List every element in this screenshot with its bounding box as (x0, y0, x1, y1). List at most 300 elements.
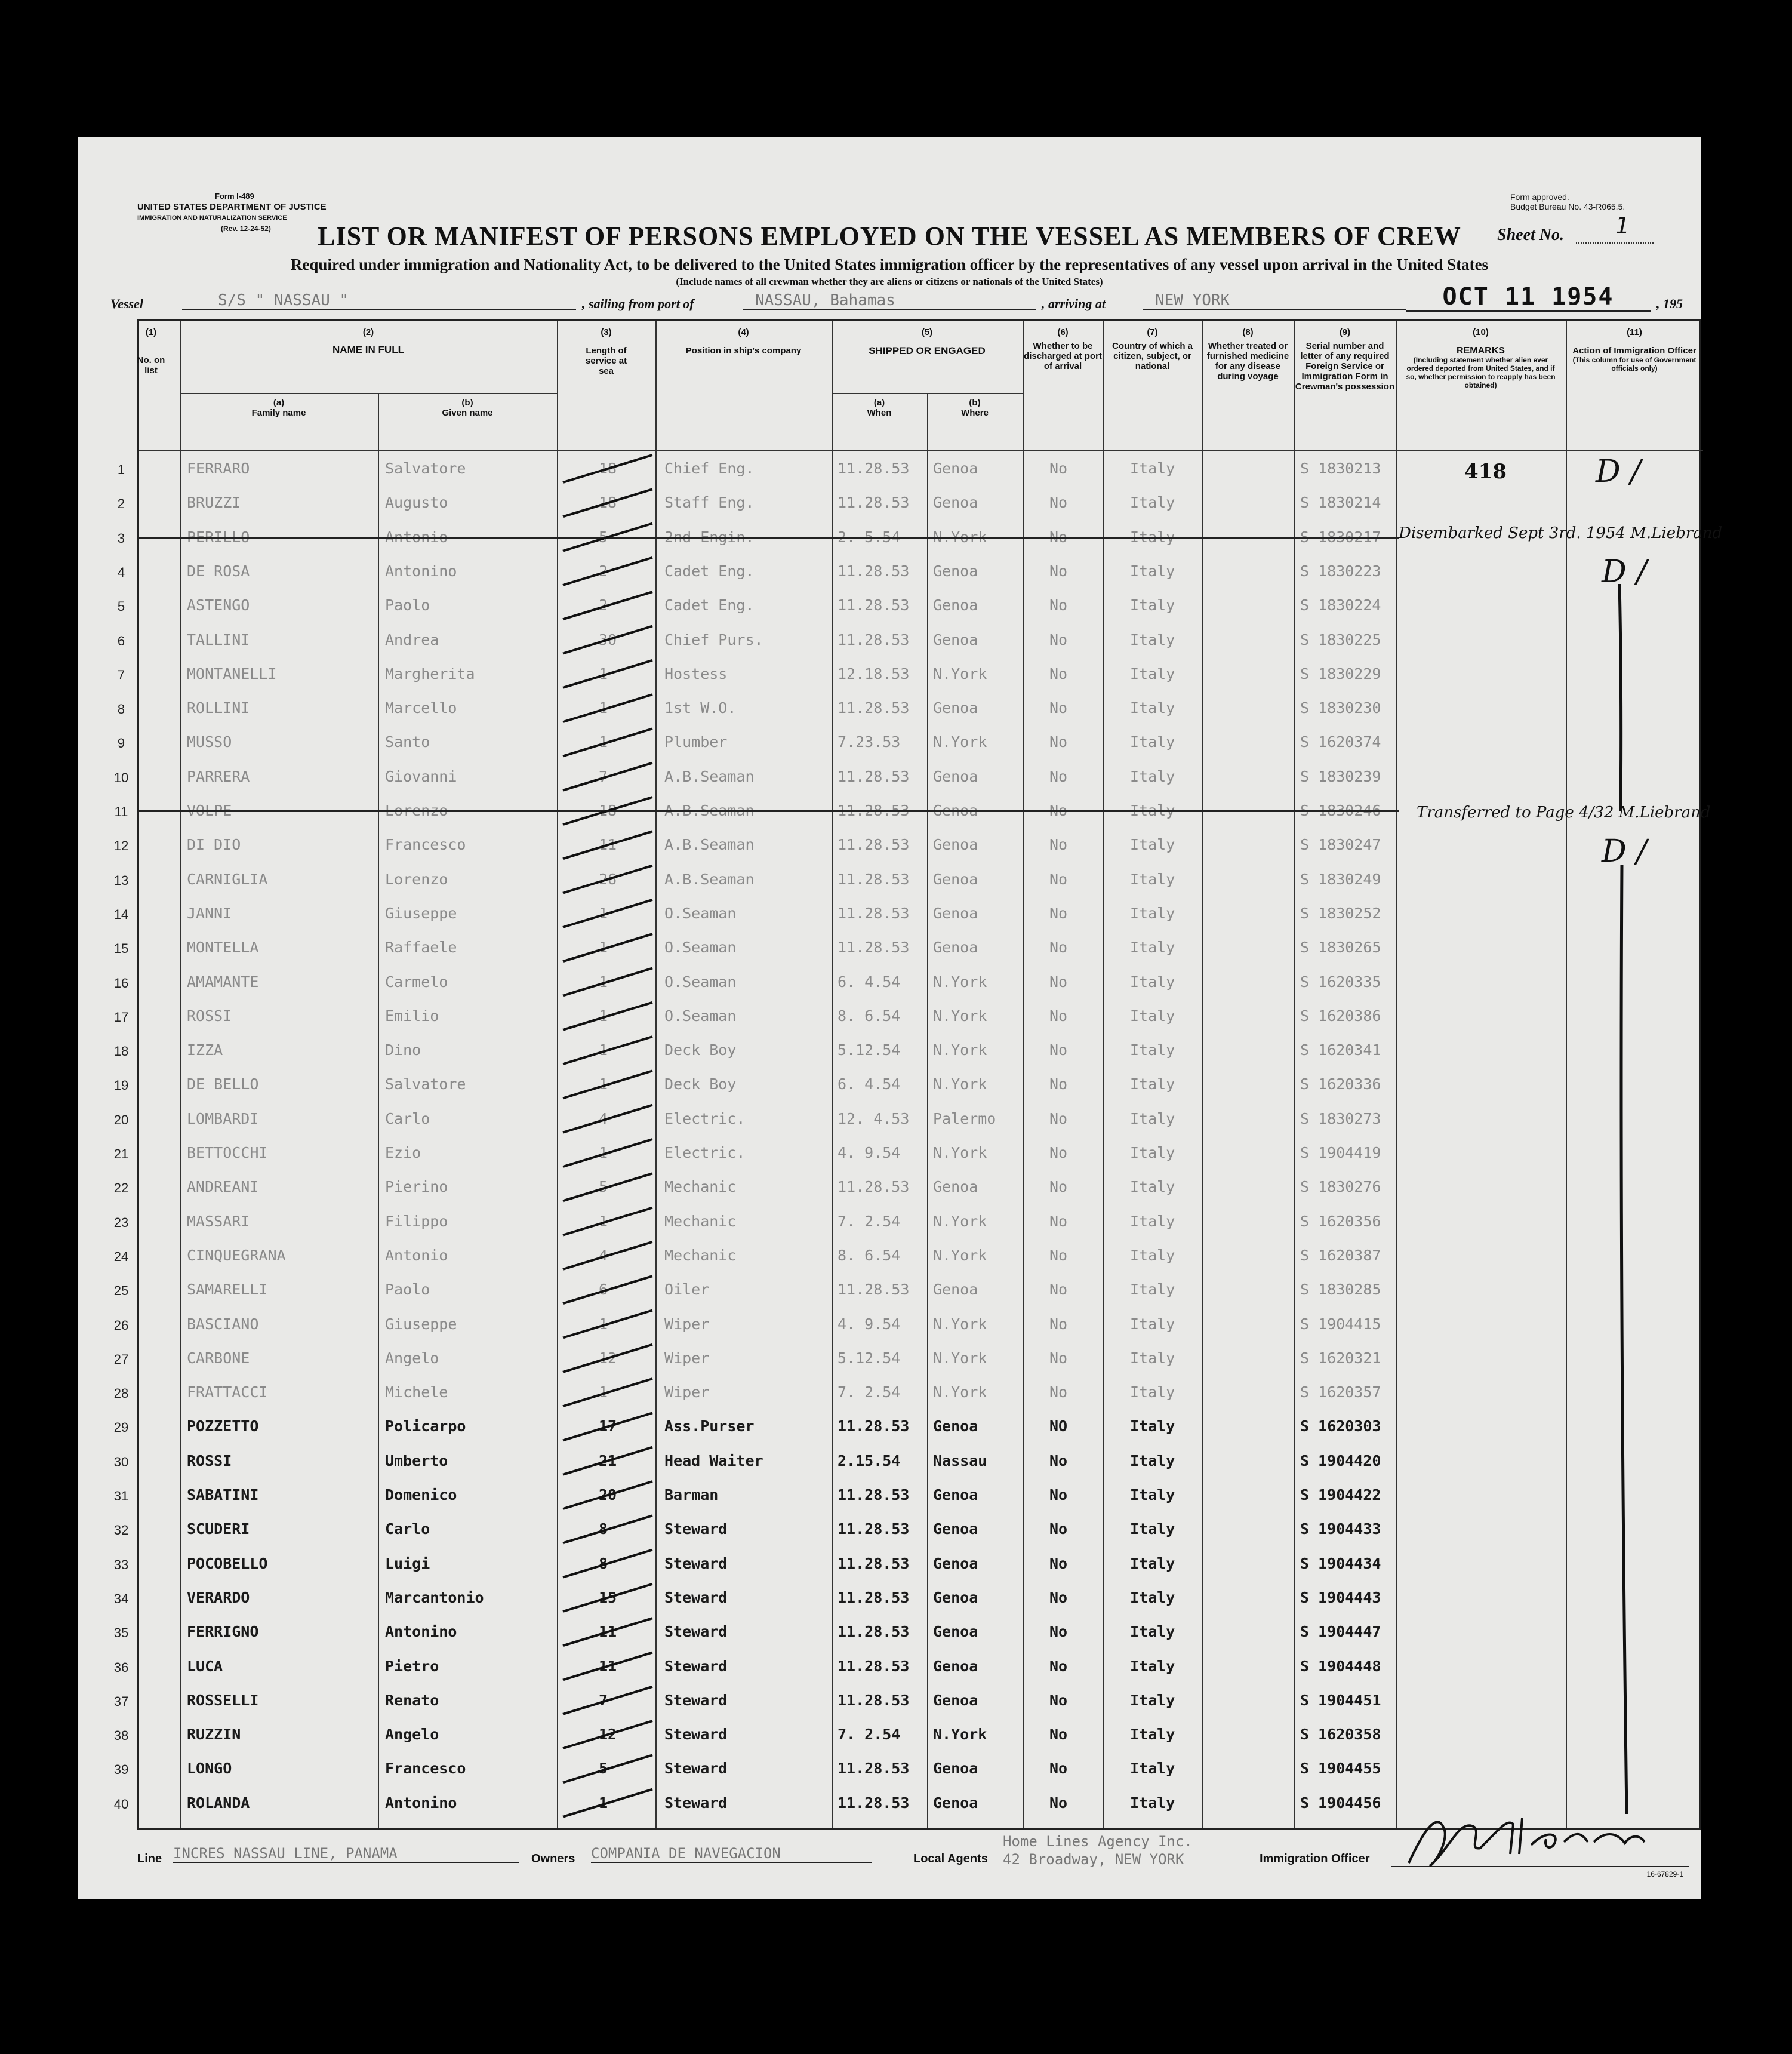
length-of-service: 7 (599, 1691, 608, 1709)
col2a-number: (a) (273, 398, 285, 408)
shipped-where: Genoa (933, 1417, 978, 1435)
position: Mechanic (664, 1246, 737, 1264)
given-name: Lorenzo (385, 802, 448, 819)
table-row (113, 1583, 1703, 1617)
shipped-where: N.York (933, 1212, 987, 1230)
slash-mark (563, 763, 652, 791)
col5b-label: Where (961, 408, 989, 418)
position: 2nd Engin. (664, 528, 755, 546)
col11-label: Action of Immigration Officer (1572, 346, 1696, 356)
length-of-service: 5 (599, 528, 608, 546)
shipped-when: 11.28.53 (838, 1417, 910, 1435)
family-name: POZZETTO (187, 1417, 259, 1435)
given-name: Francesco (385, 836, 466, 854)
length-of-service: 18 (599, 494, 617, 512)
table-row (113, 899, 1703, 933)
given-name: Augusto (385, 494, 448, 512)
length-of-service: 1 (599, 939, 608, 957)
table-row (117, 693, 1703, 727)
shipped-when: 2.15.54 (838, 1452, 901, 1469)
row-number: 23 (113, 1214, 129, 1230)
slash-mark (563, 1276, 652, 1303)
col11-header (1566, 327, 1703, 373)
ditto-stroke (1614, 572, 1649, 1766)
serial-number: S 1620341 (1300, 1041, 1381, 1059)
col2-label: NAME IN FULL (332, 344, 404, 355)
col7-number: (7) (1147, 327, 1158, 337)
slash-mark (563, 1208, 652, 1235)
table-row (113, 1275, 1703, 1309)
table-row (113, 1069, 1703, 1103)
shipped-where: Genoa (933, 1178, 978, 1196)
table-row (117, 591, 1703, 625)
slash-mark (563, 1037, 652, 1064)
slash-mark (563, 797, 652, 825)
row-number: 20 (113, 1112, 129, 1127)
length-of-service: 1 (599, 733, 608, 751)
slash-mark (563, 1481, 652, 1509)
given-name: Marcantonio (385, 1588, 484, 1606)
slash-mark (563, 1105, 652, 1133)
form-approved: Form approved. (1510, 192, 1569, 202)
form-number: Form I-489 (215, 192, 254, 201)
slash-mark (563, 1789, 652, 1817)
length-of-service: 26 (599, 870, 617, 888)
country: Italy (1130, 1623, 1175, 1641)
col3-header (557, 327, 655, 376)
arrival-date-stamp: OCT 11 1954 (1406, 283, 1651, 312)
serial-number: S 1904415 (1300, 1315, 1381, 1333)
serial-number: S 1620356 (1300, 1212, 1381, 1230)
col8-number: (8) (1242, 327, 1254, 337)
family-name: DI DIO (187, 836, 241, 854)
shipped-where: N.York (933, 1144, 987, 1161)
discharge-flag: No (1049, 1178, 1068, 1196)
family-name: DE ROSA (187, 562, 250, 580)
length-of-service: 1 (599, 904, 608, 922)
slash-mark (563, 1413, 652, 1440)
country: Italy (1130, 494, 1175, 512)
position: O.Seaman (664, 904, 737, 922)
slash-mark (563, 455, 652, 482)
serial-number: S 1830217 (1300, 528, 1381, 546)
row-number: 36 (113, 1659, 129, 1675)
position: Steward (664, 1691, 728, 1709)
length-of-service: 8 (599, 1520, 608, 1538)
col7-label: Country of which a citizen, subject, or national (1112, 341, 1193, 371)
serial-number: S 1830230 (1300, 699, 1381, 717)
discharge-flag: No (1049, 1007, 1068, 1025)
family-name: PARRERA (187, 767, 250, 785)
shipped-when: 4. 9.54 (838, 1315, 901, 1333)
discharge-flag: No (1049, 1315, 1068, 1333)
shipped-where: Genoa (933, 836, 978, 854)
family-name: SCUDERI (187, 1520, 250, 1538)
given-name: Filippo (385, 1212, 448, 1230)
row-number: 17 (113, 1009, 129, 1025)
family-name: FRATTACCI (187, 1383, 268, 1401)
length-of-service: 7 (599, 767, 608, 785)
length-of-service: 11 (599, 836, 617, 854)
given-name: Antonino (385, 1794, 457, 1812)
vessel-name: S/S " NASSAU " (182, 291, 576, 310)
given-name: Domenico (385, 1486, 457, 1503)
family-name: MONTANELLI (187, 665, 277, 682)
discharge-flag: No (1049, 1144, 1068, 1161)
row-number: 16 (113, 975, 129, 991)
col9-number: (9) (1339, 327, 1351, 337)
family-name: PERILLO (187, 528, 250, 546)
table-row (113, 967, 1703, 1001)
position: Chief Purs. (664, 631, 763, 648)
serial-number: S 1830239 (1300, 767, 1381, 785)
discharge-flag: No (1049, 802, 1068, 819)
shipped-when: 11.28.53 (838, 904, 910, 922)
length-of-service: 17 (599, 1417, 617, 1435)
shipped-where: Genoa (933, 767, 978, 785)
length-of-service: 20 (599, 1486, 617, 1503)
position: Cadet Eng. (664, 562, 755, 580)
slash-mark (563, 831, 652, 859)
serial-number: S 1904447 (1300, 1623, 1381, 1641)
remark-row1: 418 (1464, 460, 1507, 484)
shipped-where: N.York (933, 1075, 987, 1093)
position: Staff Eng. (664, 494, 755, 512)
col5-header (832, 327, 1023, 356)
length-of-service: 1 (599, 699, 608, 717)
discharge-flag: No (1049, 1760, 1068, 1778)
table-row (113, 1309, 1703, 1343)
slash-mark (563, 1550, 652, 1578)
vessel-line (110, 283, 1686, 315)
discharge-flag: No (1049, 973, 1068, 991)
country: Italy (1130, 1178, 1175, 1196)
col10-label: REMARKS (1457, 346, 1505, 356)
shipped-where: Genoa (933, 1657, 978, 1675)
table-row (113, 1104, 1703, 1138)
position: Electric. (664, 1144, 746, 1161)
given-name: Andrea (385, 631, 439, 648)
country: Italy (1130, 596, 1175, 614)
shipped-when: 5.12.54 (838, 1041, 901, 1059)
shipped-when: 11.28.53 (838, 1760, 910, 1778)
immigration-officer-label: Immigration Officer (1260, 1852, 1370, 1865)
table-row (117, 625, 1703, 659)
col6-label: Whether to be discharged at port of arrival (1024, 341, 1102, 371)
discharge-flag: No (1049, 1554, 1068, 1572)
slash-mark (563, 1345, 652, 1372)
row-number: 35 (113, 1625, 129, 1641)
sheet-number: 1 (1615, 213, 1630, 239)
table-row (113, 1343, 1703, 1377)
serial-number: S 1904419 (1300, 1144, 1381, 1161)
position: Head Waiter (664, 1452, 763, 1469)
given-name: Santo (385, 733, 430, 751)
length-of-service: 15 (599, 1588, 617, 1606)
discharge-flag: No (1049, 1691, 1068, 1709)
row-number: 28 (113, 1386, 129, 1401)
country: Italy (1130, 1041, 1175, 1059)
shipped-where: Genoa (933, 1794, 978, 1812)
position: Steward (664, 1623, 728, 1641)
col2b-header (378, 398, 557, 418)
family-name: ROSSI (187, 1007, 232, 1025)
row-number: 27 (113, 1351, 129, 1367)
length-of-service: 30 (599, 631, 617, 648)
family-name: AMAMANTE (187, 973, 259, 991)
shipped-where: N.York (933, 1041, 987, 1059)
country: Italy (1130, 1760, 1175, 1778)
table-row (113, 1377, 1703, 1412)
length-of-service: 1 (599, 1315, 608, 1333)
col9-header (1294, 327, 1396, 392)
col1-header (121, 327, 181, 376)
slash-mark (563, 866, 652, 893)
position: A.B.Seaman (664, 767, 755, 785)
discharge-flag: No (1049, 1383, 1068, 1401)
shipped-where: N.York (933, 1246, 987, 1264)
shipped-when: 5.12.54 (838, 1349, 901, 1367)
serial-number: S 1620303 (1300, 1417, 1381, 1435)
requirement-text: Required under immigration and Nationality Act, to be delivered to the United States immigration officer by the representatives of any vessel upon arrival in the United States (290, 256, 1489, 273)
row-number: 4 (117, 564, 125, 580)
col5a-number: (a) (873, 398, 885, 408)
shipped-when: 11.28.53 (838, 1794, 910, 1812)
shipped-when: 7. 2.54 (838, 1726, 901, 1744)
shipped-when: 7. 2.54 (838, 1383, 901, 1401)
length-of-service: 1 (599, 1144, 608, 1161)
country: Italy (1130, 1007, 1175, 1025)
slash-mark (563, 900, 652, 927)
length-of-service: 2 (599, 562, 608, 580)
family-name: IZZA (187, 1041, 223, 1059)
length-of-service: 1 (599, 1075, 608, 1093)
discharge-flag: No (1049, 733, 1068, 751)
country: Italy (1130, 699, 1175, 717)
row-strikethrough (139, 537, 1399, 539)
position: Steward (664, 1726, 728, 1744)
department: UNITED STATES DEPARTMENT OF JUSTICE (137, 202, 327, 212)
given-name: Antonino (385, 562, 457, 580)
shipped-where: Genoa (933, 1486, 978, 1503)
table-row (113, 1207, 1703, 1241)
owners-value: COMPANIA DE NAVEGACION (591, 1845, 872, 1863)
row-number: 38 (113, 1728, 129, 1744)
discharge-flag: No (1049, 528, 1068, 546)
given-name: Antonio (385, 528, 448, 546)
shipped-when: 6. 4.54 (838, 973, 901, 991)
row-number: 10 (113, 770, 129, 785)
family-name: SABATINI (187, 1486, 259, 1503)
row-number: 7 (117, 667, 125, 682)
country: Italy (1130, 1794, 1175, 1812)
serial-number: S 1620374 (1300, 733, 1381, 751)
revision: (Rev. 12-24-52) (221, 225, 271, 233)
crew-table (113, 319, 1723, 1830)
family-name: ROLLINI (187, 699, 250, 717)
col5b-number: (b) (969, 398, 981, 408)
officer-signature (1403, 1806, 1654, 1878)
shipped-when: 11.28.53 (838, 631, 910, 648)
shipped-where: N.York (933, 1726, 987, 1744)
table-row (113, 1549, 1703, 1583)
service-name: IMMIGRATION AND NATURALIZATION SERVICE (137, 214, 287, 222)
shipped-where: N.York (933, 1383, 987, 1401)
shipped-where: Genoa (933, 596, 978, 614)
serial-number: S 1830247 (1300, 836, 1381, 854)
country: Italy (1130, 631, 1175, 648)
country: Italy (1130, 1212, 1175, 1230)
given-name: Giuseppe (385, 1315, 457, 1333)
family-name: BRUZZI (187, 494, 241, 512)
discharge-flag: No (1049, 1486, 1068, 1503)
col2a-header (180, 398, 378, 418)
length-of-service: 1 (599, 665, 608, 682)
table-row (113, 1754, 1703, 1788)
serial-number: S 1620357 (1300, 1383, 1381, 1401)
year-suffix: , 195 (1656, 296, 1683, 311)
given-name: Pietro (385, 1657, 439, 1675)
col2b-label: Given name (442, 408, 493, 418)
col8-header (1202, 327, 1294, 382)
serial-number: S 1620335 (1300, 973, 1381, 991)
row-number: 13 (113, 872, 129, 888)
country: Italy (1130, 802, 1175, 819)
shipped-when: 11.28.53 (838, 1588, 910, 1606)
table-row (113, 1001, 1703, 1035)
given-name: Salvatore (385, 1075, 466, 1093)
shipped-when: 12. 4.53 (838, 1109, 910, 1127)
given-name: Carmelo (385, 973, 448, 991)
family-name: MONTELLA (187, 939, 259, 957)
shipped-where: Genoa (933, 1554, 978, 1572)
row-number: 32 (113, 1523, 129, 1538)
col2a-label: Family name (251, 408, 306, 418)
family-name: ROSSELLI (187, 1691, 259, 1709)
serial-number: S 1620358 (1300, 1726, 1381, 1744)
family-name: CARBONE (187, 1349, 250, 1367)
col6-header (1023, 327, 1103, 371)
slash-mark (563, 489, 652, 516)
position: Hostess (664, 665, 728, 682)
slash-mark (563, 1721, 652, 1748)
given-name: Angelo (385, 1726, 439, 1744)
agents-label: Local Agents (913, 1852, 988, 1865)
slash-mark (563, 592, 652, 619)
country: Italy (1130, 1383, 1175, 1401)
serial-number: S 1904420 (1300, 1452, 1381, 1469)
table-row (113, 1446, 1703, 1480)
discharge-flag: No (1049, 1109, 1068, 1127)
col10-note: (Including statement whether alien ever ordered deported from United States, and if so, whether permission to reapply has been obtained) (1406, 356, 1556, 389)
sailing-from-port: NASSAU, Bahamas (743, 291, 1036, 310)
position: Electric. (664, 1109, 746, 1127)
country: Italy (1130, 1691, 1175, 1709)
position: 1st W.O. (664, 699, 737, 717)
position: Steward (664, 1554, 728, 1572)
slash-mark (563, 1139, 652, 1167)
shipped-where: N.York (933, 973, 987, 991)
shipped-when: 11.28.53 (838, 1623, 910, 1641)
row-number: 12 (113, 838, 129, 854)
shipped-where: Genoa (933, 1760, 978, 1778)
family-name: ASTENGO (187, 596, 250, 614)
given-name: Emilio (385, 1007, 439, 1025)
row-number: 29 (113, 1420, 129, 1435)
discharge-flag: No (1049, 1726, 1068, 1744)
col4-header (655, 327, 832, 356)
serial-number: S 1620336 (1300, 1075, 1381, 1093)
family-name: CARNIGLIA (187, 870, 268, 888)
col5a-label: When (867, 408, 892, 418)
discharge-flag: No (1049, 1212, 1068, 1230)
given-name: Luigi (385, 1554, 430, 1572)
owners-label: Owners (531, 1852, 575, 1865)
sailing-from-label: , sailing from port of (582, 296, 694, 311)
serial-number: S 1830285 (1300, 1281, 1381, 1299)
table-row (113, 1241, 1703, 1275)
row-number: 9 (117, 736, 125, 751)
col1-label: No. on list (137, 355, 165, 376)
country: Italy (1130, 870, 1175, 888)
serial-number: S 1904456 (1300, 1794, 1381, 1812)
given-name: Renato (385, 1691, 439, 1709)
discharge-flag: No (1049, 904, 1068, 922)
shipped-where: N.York (933, 1007, 987, 1025)
length-of-service: 4 (599, 1246, 608, 1264)
row-strikethrough (139, 810, 1399, 812)
country: Italy (1130, 1417, 1175, 1435)
country: Italy (1130, 836, 1175, 854)
discharge-flag: No (1049, 1281, 1068, 1299)
table-row (113, 1617, 1703, 1651)
discharge-flag: No (1049, 562, 1068, 580)
given-name: Carlo (385, 1520, 430, 1538)
slash-mark (563, 1173, 652, 1201)
serial-number: S 1620387 (1300, 1246, 1381, 1264)
slash-mark (563, 694, 652, 722)
col5-label: SHIPPED OR ENGAGED (869, 345, 986, 356)
length-of-service: 5 (599, 1178, 608, 1196)
serial-number: S 1904433 (1300, 1520, 1381, 1538)
family-name: JANNI (187, 904, 232, 922)
row-number: 15 (113, 941, 129, 957)
gpo-code: 16-67829-1 (1646, 1870, 1683, 1878)
arriving-label: , arriving at (1042, 296, 1106, 311)
country: Italy (1130, 733, 1175, 751)
crew-rows (113, 454, 1703, 1827)
line-value: INCRES NASSAU LINE, PANAMA (173, 1845, 519, 1863)
row-number: 1 (117, 462, 125, 477)
country: Italy (1130, 1726, 1175, 1744)
length-of-service: 1 (599, 1794, 608, 1812)
position: Wiper (664, 1315, 710, 1333)
vessel-label: Vessel (110, 296, 143, 311)
family-name: LONGO (187, 1760, 232, 1778)
given-name: Salvatore (385, 460, 466, 477)
country: Italy (1130, 460, 1175, 477)
row-number: 30 (113, 1454, 129, 1469)
row-number: 22 (113, 1180, 129, 1196)
action-row12: D / (1602, 834, 1647, 869)
shipped-where: Genoa (933, 494, 978, 512)
length-of-service: 18 (599, 802, 617, 819)
length-of-service: 1 (599, 973, 608, 991)
table-row (113, 1412, 1703, 1446)
slash-mark (563, 968, 652, 996)
shipped-when: 11.28.53 (838, 1178, 910, 1196)
discharge-flag: No (1049, 1520, 1068, 1538)
